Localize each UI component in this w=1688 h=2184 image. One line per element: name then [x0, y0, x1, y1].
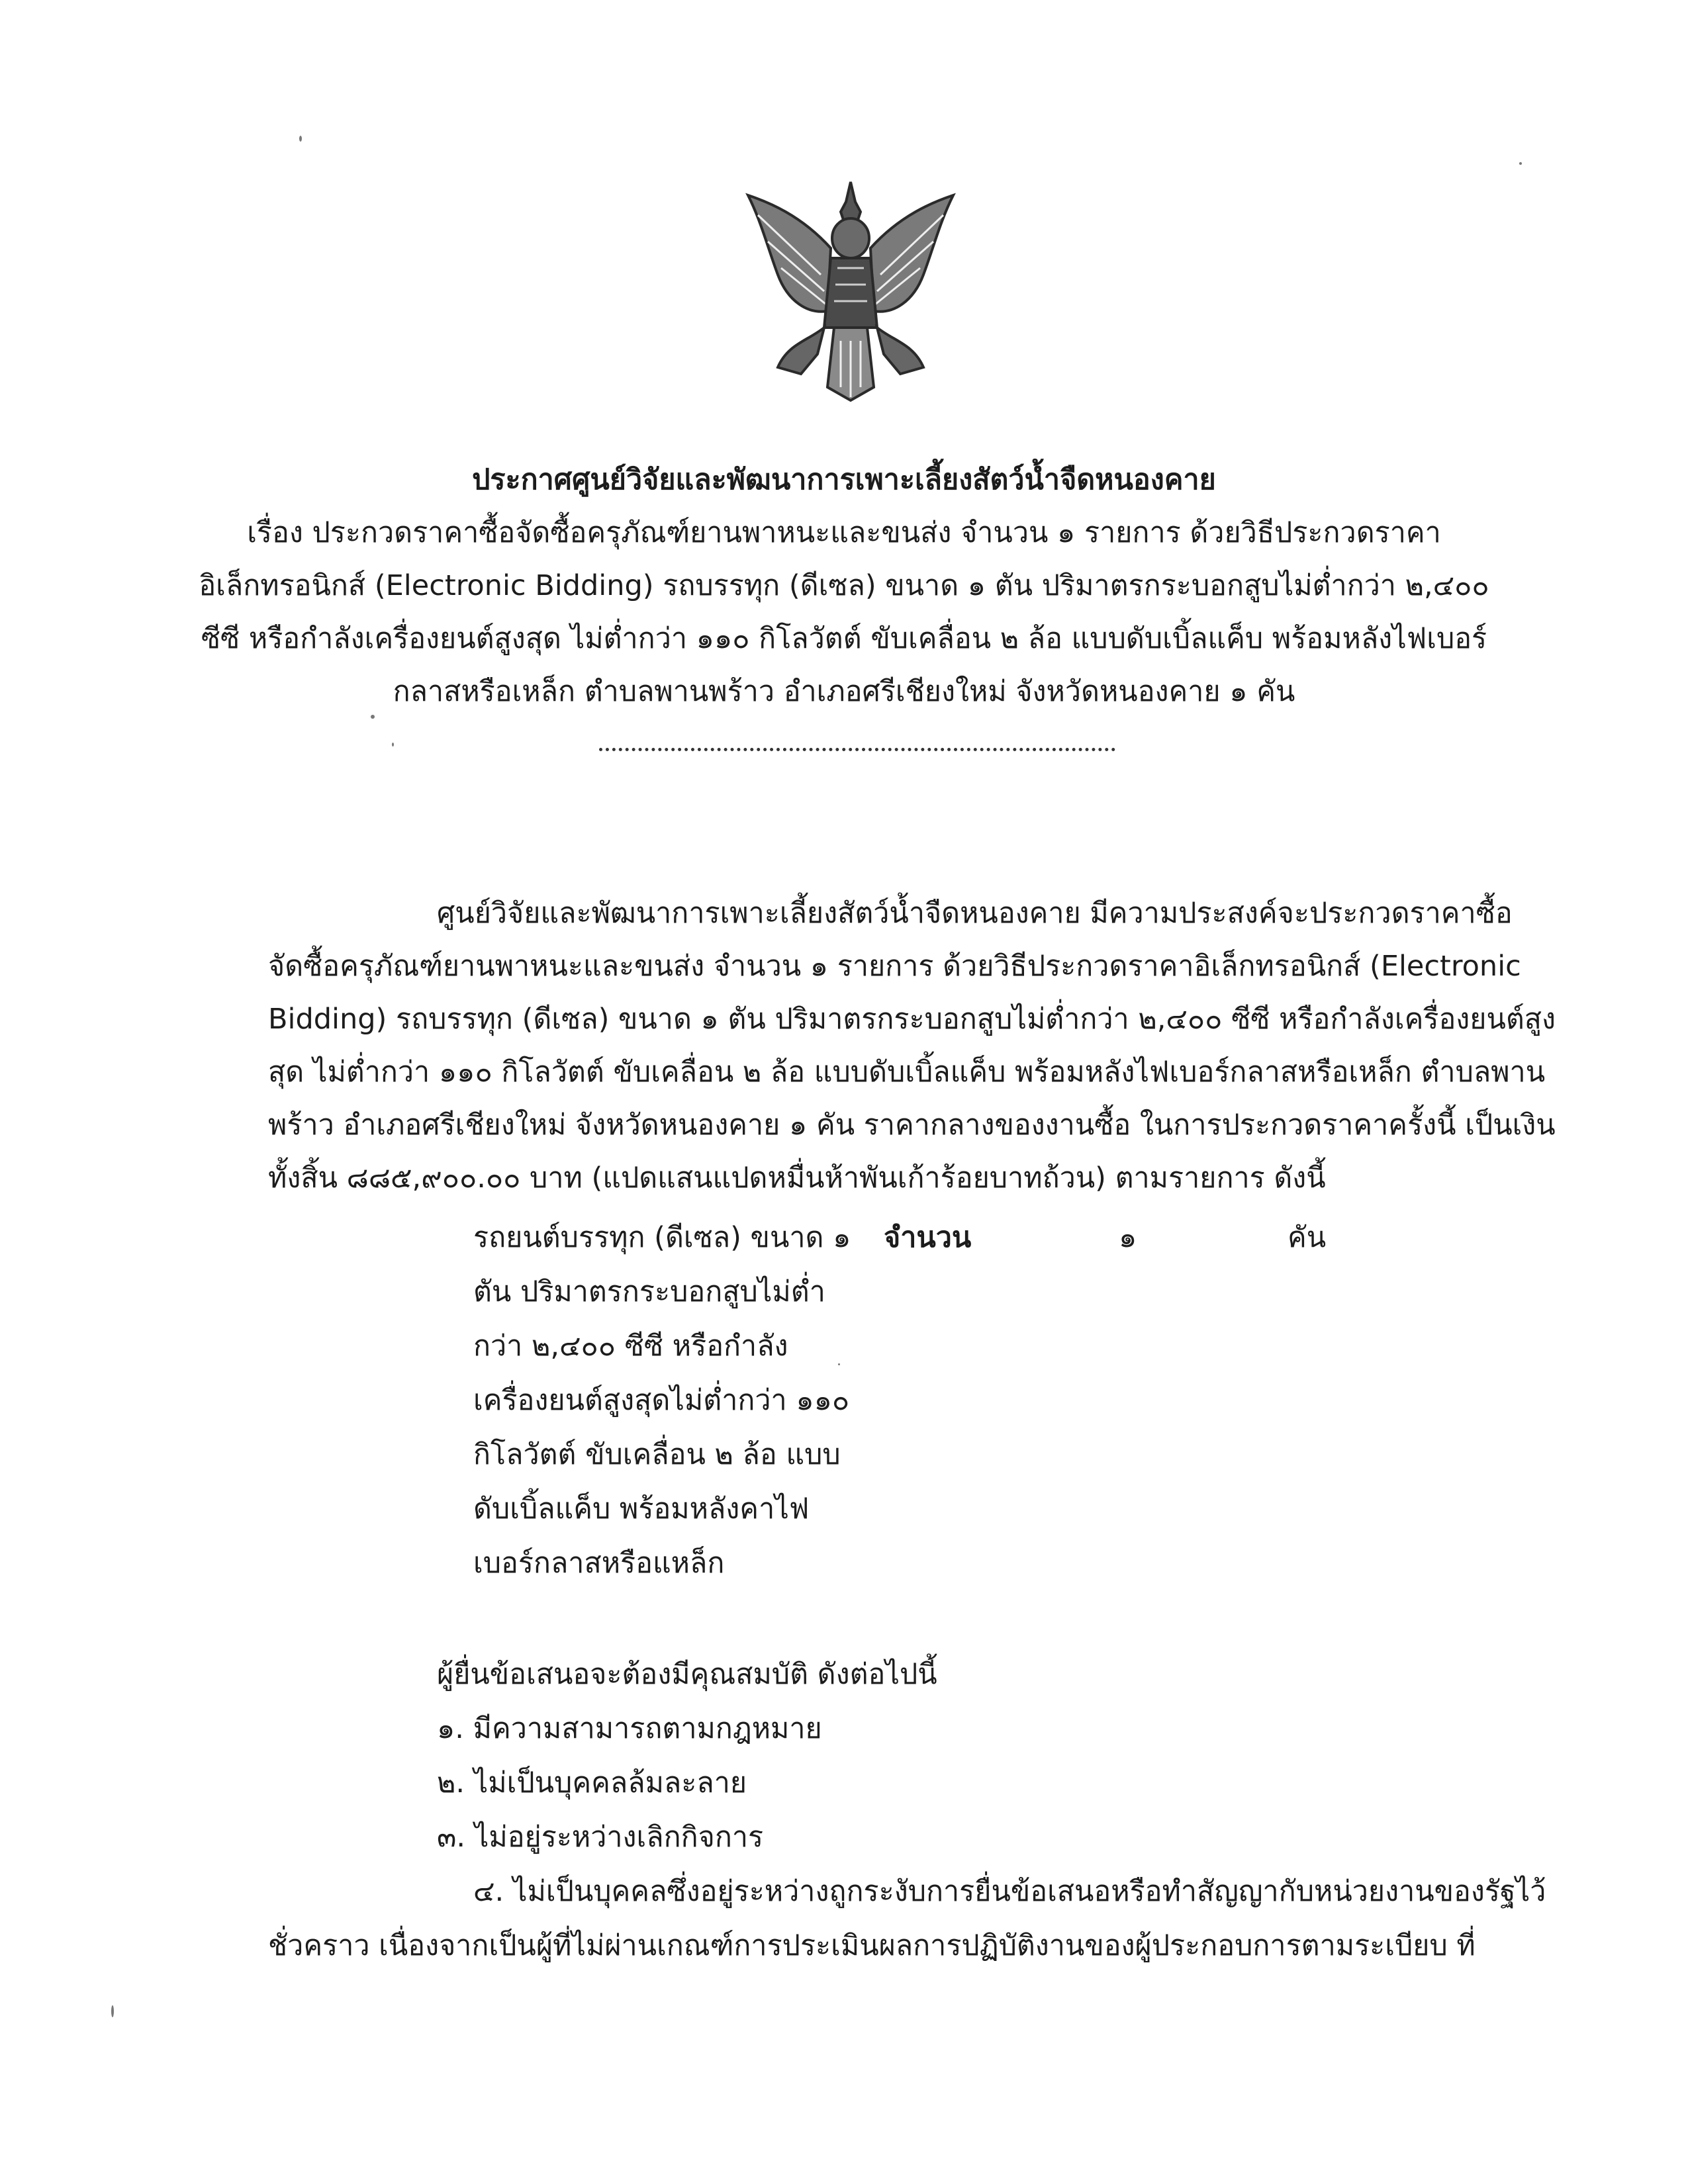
qualification-item: ๑. มีความสามารถตามกฎหมาย — [437, 1712, 822, 1745]
qualification-item: ๔. ไม่เป็นบุคคลซึ่งอยู่ระหว่างถูกระงับการยื่นข้อเสนอหรือทำสัญญากับหน่วยงานของรัฐไว้ — [473, 1875, 1546, 1908]
item-quantity: ๑ — [1119, 1221, 1137, 1254]
item-description-line: ดับเบิ้ลแค็บ พร้อมหลังคาไฟ — [473, 1492, 810, 1525]
subject-line-1: เรื่อง ประกวดราคาซื้อจัดซื้อครุภัณฑ์ยานพาหนะและขนส่ง จำนวน ๑ รายการ ด้วยวิธีประกวดราคา — [247, 516, 1441, 549]
item-description-line: กว่า ๒,๔๐๐ ซีซี หรือกำลัง — [473, 1330, 788, 1363]
item-description-line: กิโลวัตต์ ขับเคลื่อน ๒ ล้อ แบบ — [473, 1438, 841, 1471]
scan-speck — [838, 1363, 840, 1365]
intro-line-5: พร้าว อำเภอศรีเชียงใหม่ จังหวัดหนองคาย ๑ คัน ราคากลางของงานซื้อ ในการประกวดราคาครั้งนี้ เป็นเงิน — [268, 1109, 1556, 1142]
qualification-continuation: ชั่วคราว เนื่องจากเป็นผู้ที่ไม่ผ่านเกณฑ์การประเมินผลการปฏิบัติงานของผู้ประกอบการตามระเบียบ ที่ — [268, 1929, 1476, 1962]
subject-line-2: อิเล็กทรอนิกส์ (Electronic Bidding) รถบรรทุก (ดีเซล) ขนาด ๑ ตัน ปริมาตรกระบอกสูบไม่ต่ำกว่า ๒,๔๐๐ — [199, 569, 1489, 602]
intro-line-4: สุด ไม่ต่ำกว่า ๑๑๐ กิโลวัตต์ ขับเคลื่อน ๒ ล้อ แบบดับเบิ้ลแค็บ พร้อมหลังไฟเบอร์กลาสหรือเหล็ก ตำบลพาน — [268, 1056, 1546, 1089]
scan-speck — [111, 2005, 114, 2017]
item-description-line: เครื่องยนต์สูงสุดไม่ต่ำกว่า ๑๑๐ — [473, 1384, 850, 1417]
qualification-item: ๒. ไม่เป็นบุคคลล้มละลาย — [437, 1766, 747, 1799]
intro-line-3: Bidding) รถบรรทุก (ดีเซล) ขนาด ๑ ตัน ปริมาตรกระบอกสูบไม่ต่ำกว่า ๒,๔๐๐ ซีซี หรือกำลังเครื่องยนต์สูง — [268, 1003, 1556, 1036]
item-unit: คัน — [1288, 1221, 1327, 1254]
qualification-item: ๓. ไม่อยู่ระหว่างเลิกกิจการ — [437, 1821, 764, 1854]
garuda-emblem-icon — [741, 175, 960, 407]
subject-line-4: กลาสหรือเหล็ก ตำบลพานพร้าว อำเภอศรีเชียงใหม่ จังหวัดหนองคาย ๑ คัน — [393, 675, 1295, 708]
scan-speck — [392, 743, 394, 747]
qualifications-heading: ผู้ยื่นข้อเสนอจะต้องมีคุณสมบัติ ดังต่อไปนี้ — [437, 1658, 937, 1691]
subject-line-3: ซีซี หรือกำลังเครื่องยนต์สูงสุด ไม่ต่ำกว่า ๑๑๐ กิโลวัตต์ ขับเคลื่อน ๒ ล้อ แบบดับเบิ้ลแค็บ พร้อมหลังไฟเบอร์ — [201, 622, 1487, 655]
scan-speck — [371, 715, 375, 719]
dotted-separator — [599, 748, 1115, 751]
scan-speck — [1519, 162, 1522, 165]
item-description-line: รถยนต์บรรทุก (ดีเซล) ขนาด ๑ — [473, 1221, 851, 1254]
intro-line-1: ศูนย์วิจัยและพัฒนาการเพาะเลี้ยงสัตว์น้ำจืดหนองคาย มีความประสงค์จะประกวดราคาซื้อ — [437, 897, 1513, 930]
intro-line-2: จัดซื้อครุภัณฑ์ยานพาหนะและขนส่ง จำนวน ๑ รายการ ด้วยวิธีประกวดราคาอิเล็กทรอนิกส์ (Electronic — [268, 950, 1521, 983]
announcement-title: ประกาศศูนย์วิจัยและพัฒนาการเพาะเลี้ยงสัตว์น้ำจืดหนองคาย — [472, 463, 1216, 496]
scan-speck — [299, 136, 302, 142]
item-quantity-label: จำนวน — [884, 1221, 972, 1254]
intro-line-6: ทั้งสิ้น ๘๘๕,๙๐๐.๐๐ บาท (แปดแสนแปดหมื่นห้าพันเก้าร้อยบาทถ้วน) ตามรายการ ดังนี้ — [268, 1161, 1326, 1195]
item-description-line: ตัน ปริมาตรกระบอกสูบไม่ต่ำ — [473, 1275, 825, 1308]
item-description-line: เบอร์กลาสหรือแหล็ก — [473, 1547, 725, 1580]
